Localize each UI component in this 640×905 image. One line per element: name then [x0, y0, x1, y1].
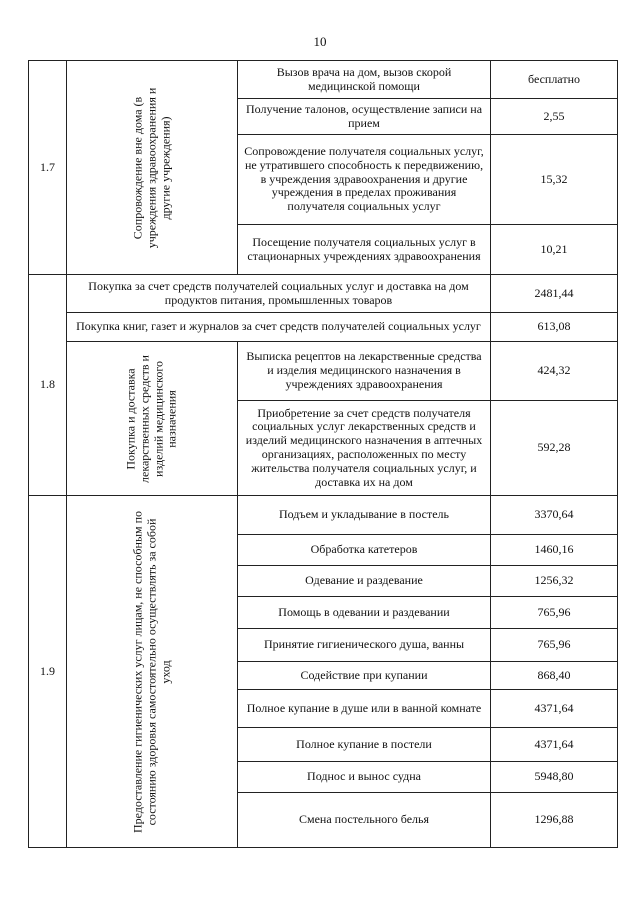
service-price: 765,96: [491, 597, 618, 629]
service-name: Получение талонов, осуществление записи на прием: [238, 99, 491, 135]
section-code: 1.9: [29, 496, 67, 848]
service-name: Поднос и вынос судна: [238, 762, 491, 793]
section-code: 1.8: [29, 275, 67, 496]
service-price: 592,28: [491, 401, 618, 496]
service-price: 5948,80: [491, 762, 618, 793]
service-name: Обработка катетеров: [238, 535, 491, 566]
service-name: Подъем и укладывание в постель: [238, 496, 491, 535]
category-label: Сопровождение вне дома (в учреждения здравоохранения и другие учреждения): [130, 87, 172, 248]
table-row: [29, 275, 618, 313]
service-price: 2,55: [491, 99, 618, 135]
section-code: 1.7: [29, 61, 67, 275]
service-name: Приобретение за счет средств получателя социальных услуг лекарственных средств и изделий медицинского назначения в аптечных организациях, расположенных по месту жительства получателя социальных услуг, и доставка их на дом: [238, 401, 491, 496]
service-name: Содействие при купании: [238, 662, 491, 690]
service-price: 2481,44: [491, 275, 618, 313]
service-name: Помощь в одевании и раздевании: [238, 597, 491, 629]
service-name: Выписка рецептов на лекарственные средства и изделия медицинского назначения в учреждениях здравоохранения: [238, 342, 491, 401]
service-price: 1460,16: [491, 535, 618, 566]
service-price: 424,32: [491, 342, 618, 401]
category-label: Покупка и доставка лекарственных средств и изделий медицинского назначения: [123, 354, 179, 483]
service-name: Вызов врача на дом, вызов скорой медицинской помощи: [238, 61, 491, 99]
table-row: [29, 496, 618, 535]
service-name: Покупка за счет средств получателей социальных услуг и доставка на дом продуктов питания, промышленных товаров: [67, 275, 491, 313]
category-cell: [67, 61, 238, 275]
category-cell: [67, 342, 238, 496]
service-name: Посещение получателя социальных услуг в стационарных учреждениях здравоохранения: [238, 225, 491, 275]
service-name: Полное купание в постели: [238, 728, 491, 762]
service-name: Полное купание в душе или в ванной комнате: [238, 690, 491, 728]
services-table: [28, 60, 618, 848]
service-price: 4371,64: [491, 728, 618, 762]
service-price: 4371,64: [491, 690, 618, 728]
service-price: 1296,88: [491, 793, 618, 848]
service-name: Принятие гигиенического душа, ванны: [238, 629, 491, 662]
service-price: 765,96: [491, 629, 618, 662]
page-number: 10: [313, 34, 327, 49]
service-price: бесплатно: [491, 61, 618, 99]
category-label: Предоставление гигиенических услуг лицам, не способным по состоянию здоровья самостоятельно осуществлять за собой уход: [130, 510, 172, 833]
service-price: 15,32: [491, 135, 618, 225]
service-price: 10,21: [491, 225, 618, 275]
service-name: Покупка книг, газет и журналов за счет средств получателей социальных услуг: [67, 313, 491, 342]
table-row: [29, 342, 618, 401]
service-price: 3370,64: [491, 496, 618, 535]
service-name: Смена постельного белья: [238, 793, 491, 848]
category-cell: [67, 496, 238, 848]
service-name: Одевание и раздевание: [238, 566, 491, 597]
service-price: 868,40: [491, 662, 618, 690]
service-name: Сопровождение получателя социальных услуг, не утратившего способность к передвижению, в учреждения здравоохранения и другие учреждения в пределах проживания получателя социальных услуг: [238, 135, 491, 225]
table-row: [29, 313, 618, 342]
service-price: 1256,32: [491, 566, 618, 597]
table-row: [29, 61, 618, 99]
service-price: 613,08: [491, 313, 618, 342]
